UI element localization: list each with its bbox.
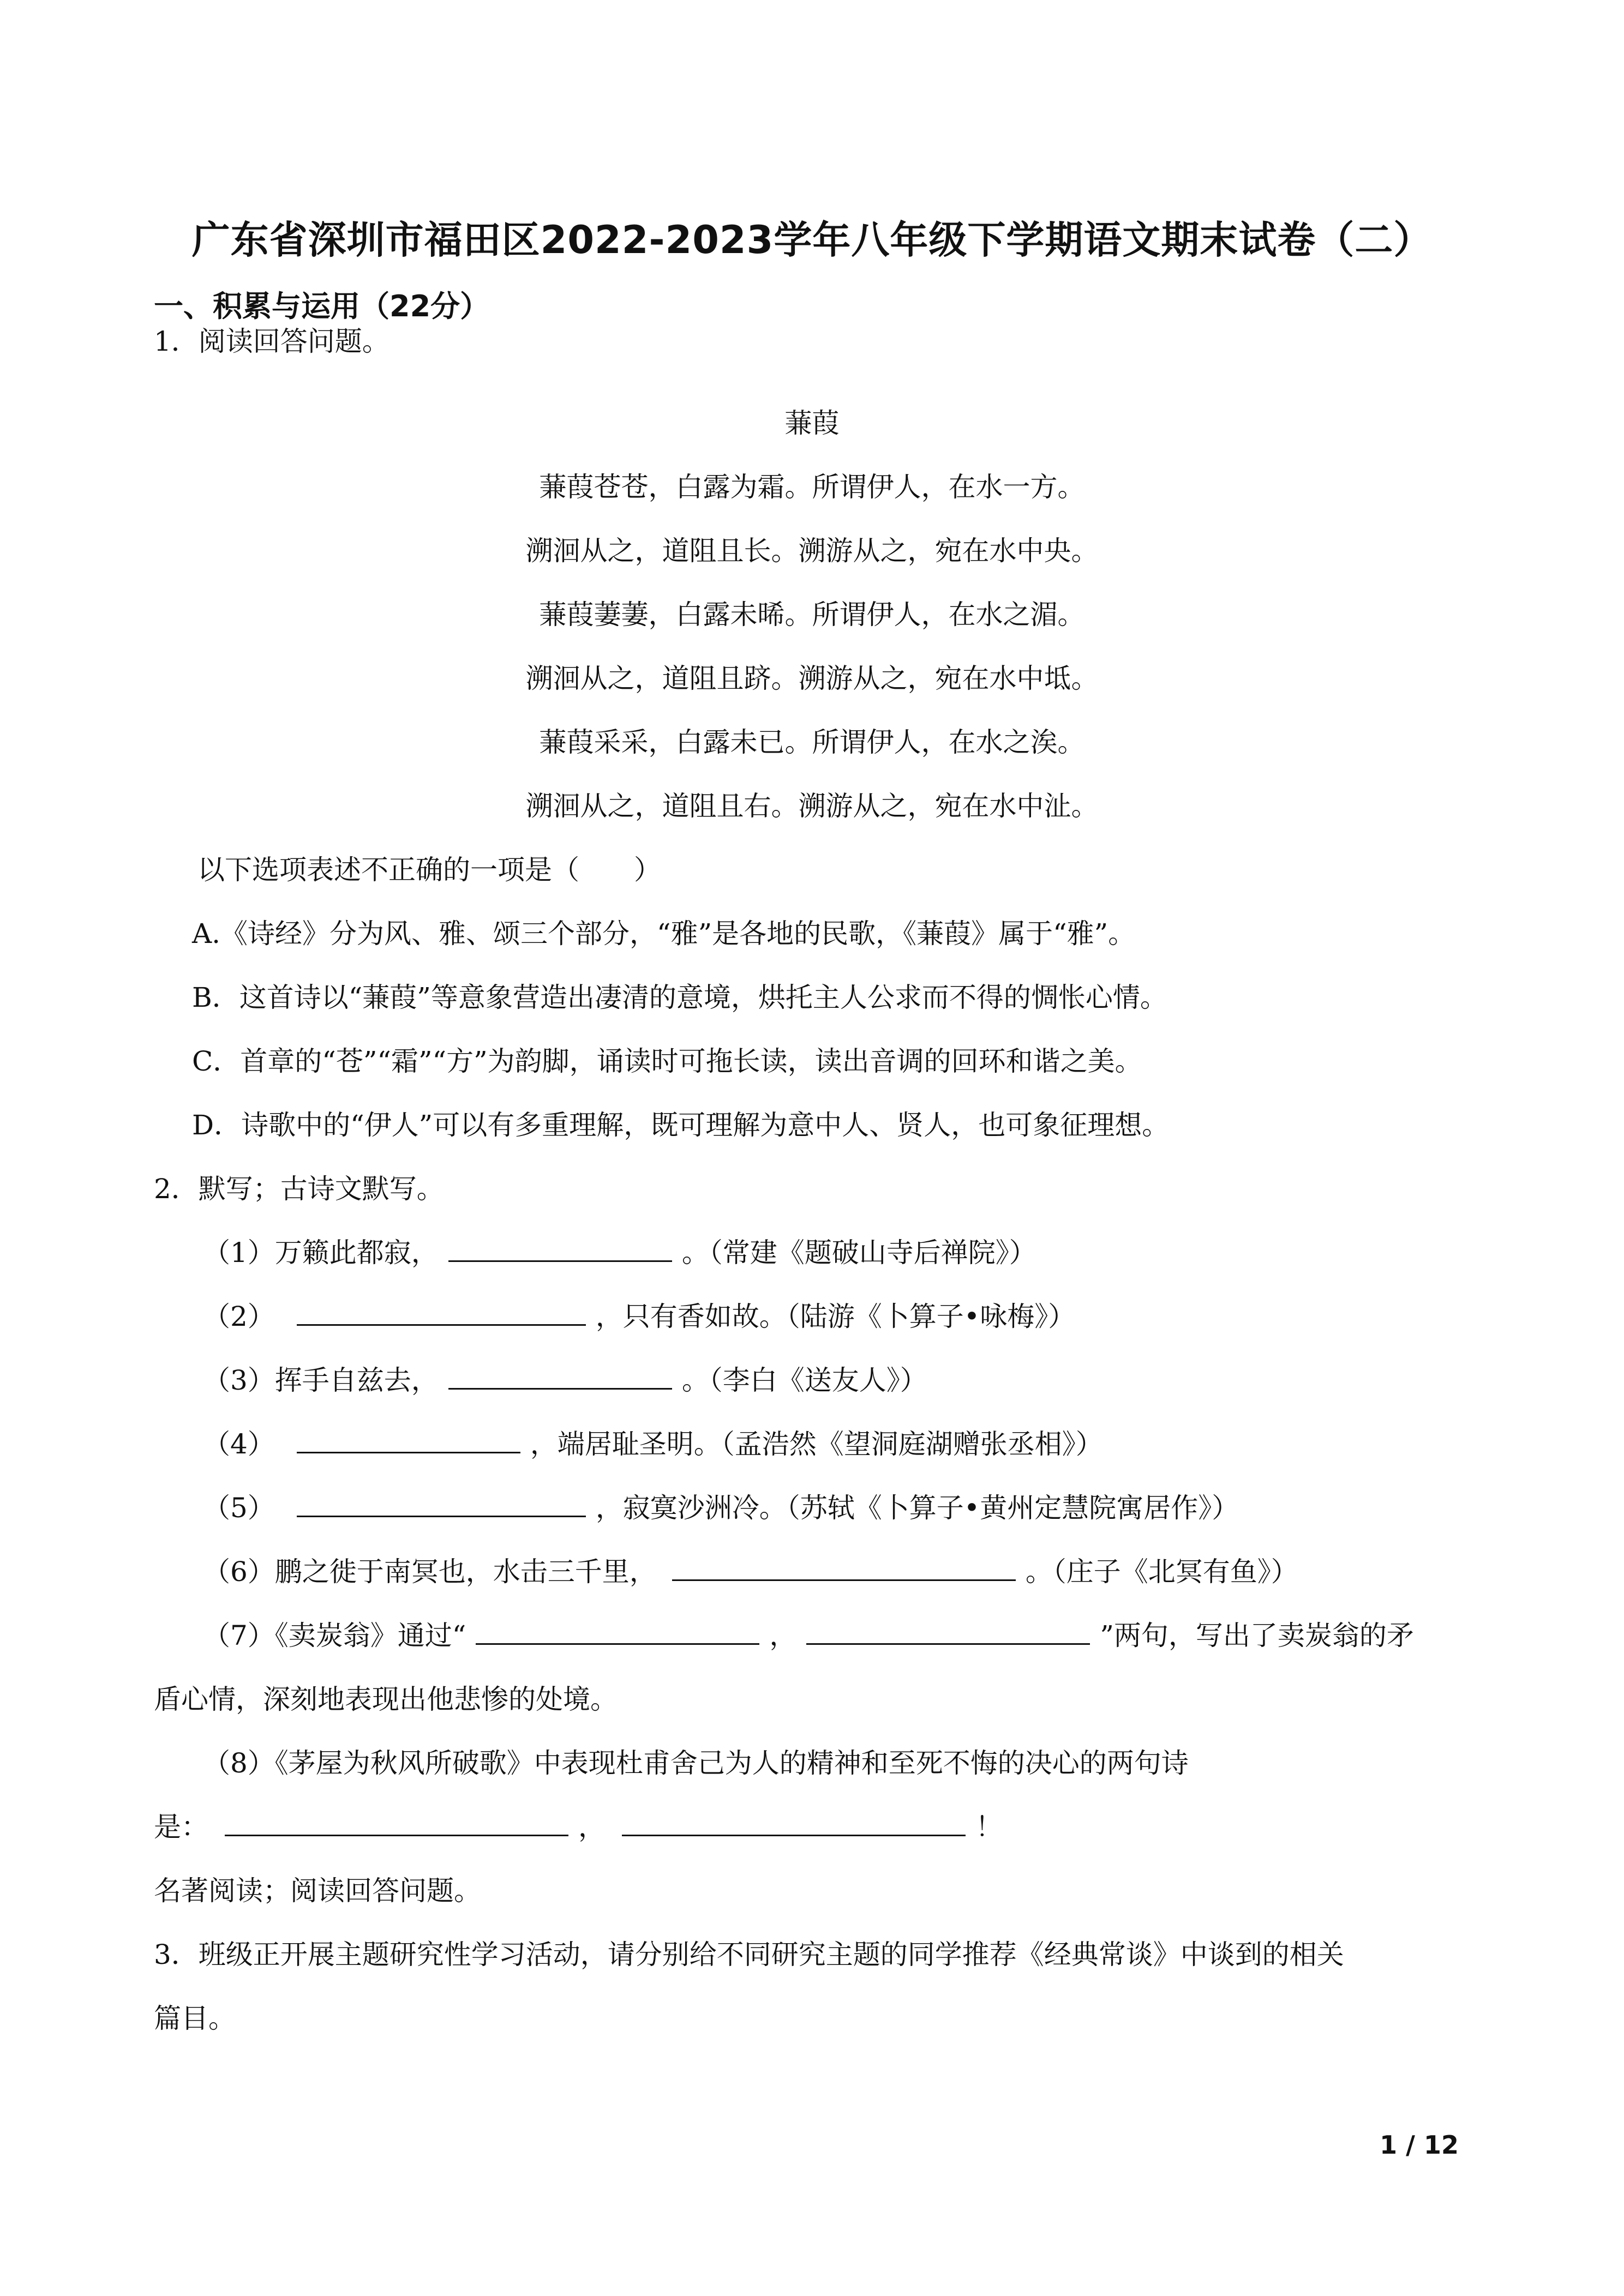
poem-line: 蒹葭苍苍，白露为霜。所谓伊人，在水一方。 — [539, 471, 1085, 503]
poem-line: 溯洄从之，道阻且跻。溯游从之，宛在水中坻。 — [525, 663, 1099, 694]
answer-blank[interactable] — [297, 1486, 586, 1517]
q2-item-2: （2） ，只有香如故。（陆游《卜算子•咏梅》） — [203, 1295, 1075, 1338]
q1-option-c: C．首章的“苍”“霜”“方”为韵脚，诵读时可拖长读，读出音调的回环和谐之美。 — [192, 1045, 1142, 1077]
q1-question: 以下选项表述不正确的一项是（ ） — [197, 854, 661, 886]
q1-stem: 1．阅读回答问题。 — [154, 326, 389, 357]
q1-option-b: B．这首诗以“蒹葭”等意象营造出凄清的意境，烘托主人公求而不得的惆怅心情。 — [192, 982, 1167, 1013]
exam-title: 广东省深圳市福田区2022-2023学年八年级下学期语文期末试卷（二） — [191, 218, 1433, 262]
q2-item-1: （1）万籁此都寂， 。（常建《题破山寺后禅院》） — [203, 1231, 1036, 1275]
answer-blank[interactable] — [297, 1295, 586, 1326]
answer-blank[interactable] — [672, 1550, 1016, 1581]
q2-item-7: （7）《卖炭翁》通过“ ， ”两句，写出了卖炭翁的矛 — [203, 1614, 1414, 1657]
poem-line: 溯洄从之，道阻且长。溯游从之，宛在水中央。 — [525, 535, 1099, 567]
poem-line: 蒹葭萋萋，白露未晞。所谓伊人，在水之湄。 — [539, 599, 1085, 630]
q2-item-8: （8）《茅屋为秋风所破歌》中表现杜甫舍己为人的精神和至死不悔的决心的两句诗 — [203, 1747, 1189, 1779]
q2-item-7-cont: 盾心情，深刻地表现出他悲惨的处境。 — [154, 1684, 618, 1715]
q2-item-6: （6）鹏之徙于南冥也，水击三千里， 。（庄子《北冥有鱼》） — [203, 1550, 1298, 1594]
section-heading: 一、积累与运用（22分） — [154, 289, 490, 323]
answer-blank[interactable] — [297, 1422, 520, 1453]
q2-item-8-answer: 是： ， ！ — [154, 1805, 1003, 1849]
q2-item-5: （5） ，寂寞沙洲冷。（苏轼《卜算子•黄州定慧院寓居作》） — [203, 1486, 1239, 1530]
answer-blank[interactable] — [448, 1359, 672, 1390]
q2-item-3: （3）挥手自兹去， 。（李白《送友人》） — [203, 1359, 927, 1402]
q3-stem: 3．班级正开展主题研究性学习活动，请分别给不同研究主题的同学推荐《经典常谈》中谈到的相关 — [154, 1939, 1344, 1970]
answer-blank[interactable] — [225, 1805, 568, 1836]
reading-intro: 名著阅读；阅读回答问题。 — [154, 1875, 481, 1907]
page-number: 1 / 12 — [1380, 2130, 1459, 2160]
answer-blank[interactable] — [806, 1614, 1090, 1645]
q1-option-a: A.《诗经》分为风、雅、颂三个部分，“雅”是各地的民歌，《蒹葭》属于“雅”。 — [192, 918, 1136, 949]
poem-line: 溯洄从之，道阻且右。溯游从之，宛在水中沚。 — [525, 790, 1099, 822]
q2-item-4: （4） ，端居耻圣明。（孟浩然《望洞庭湖赠张丞相》） — [203, 1422, 1103, 1466]
q2-stem: 2．默写；古诗文默写。 — [154, 1173, 444, 1205]
poem-title: 蒹葭 — [784, 407, 840, 439]
answer-blank[interactable] — [622, 1805, 966, 1836]
q1-option-d: D．诗歌中的“伊人”可以有多重理解，既可理解为意中人、贤人，也可象征理想。 — [192, 1109, 1170, 1141]
answer-blank[interactable] — [448, 1231, 672, 1262]
answer-blank[interactable] — [476, 1614, 759, 1645]
poem-line: 蒹葭采采，白露未已。所谓伊人，在水之涘。 — [539, 726, 1085, 758]
q3-stem-cont: 篇目。 — [154, 2003, 236, 2034]
